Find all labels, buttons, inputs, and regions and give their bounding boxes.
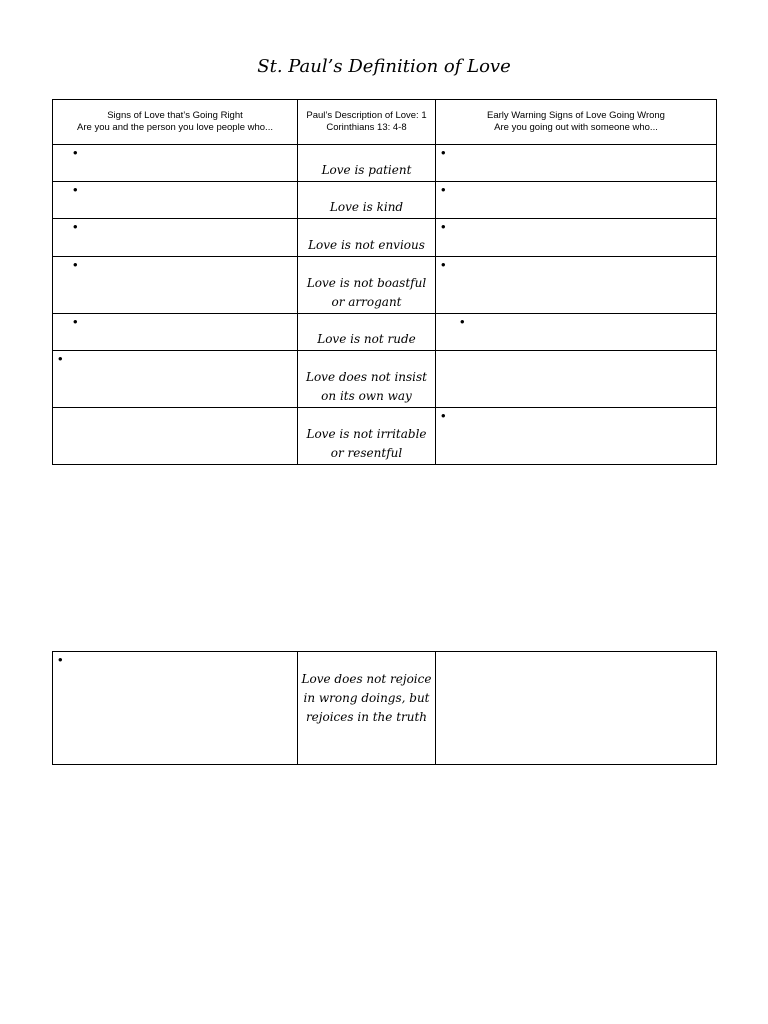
warning-signs-cell[interactable] [436,219,717,257]
description-cell [298,652,436,765]
table-row [53,652,717,765]
warning-signs-cell[interactable] [436,314,717,351]
description-cell [298,182,436,219]
description-text: Love is kind [329,200,404,214]
bullet-point: • [58,652,63,667]
description-line: rejoices in the truth [305,710,428,724]
header-col1-line1: Signs of Love that’s Going Right [107,110,243,121]
table-row [53,182,717,219]
bullet-point: • [73,145,78,160]
header-warning-signs [436,100,717,145]
description-line: in wrong doings, but [303,691,430,705]
description-line: or resentful [330,446,403,460]
page-title: St. Paul’s Definition of Love [257,56,511,77]
description-cell [298,314,436,351]
header-pauls-description [298,100,436,145]
description-line: Love does not rejoice [301,672,432,686]
love-definition-table [52,99,717,465]
header-col3-line2: Are you going out with someone who... [494,122,658,133]
description-text [298,670,435,727]
description-cell [298,408,436,465]
header-col1-line2: Are you and the person you love people who... [77,122,273,133]
header-col2-line1: Paul’s Description of Love: 1 [306,110,427,121]
table-header-row [53,100,717,145]
header-col2-line2: Corinthians 13: 4-8 [326,122,407,133]
right-signs-cell[interactable] [53,314,298,351]
table-row [53,145,717,182]
warning-signs-cell[interactable] [436,182,717,219]
table-row [53,314,717,351]
table-row [53,408,717,465]
description-text: Love is not envious [308,238,425,252]
description-line: Love is not irritable [306,427,427,441]
header-signs-going-right [53,100,298,145]
bullet-point: • [441,145,446,160]
description-cell [298,257,436,314]
description-text [298,274,435,312]
description-text: Love is not rude [317,332,416,346]
warning-signs-cell[interactable] [436,257,717,314]
description-text: Love is patient [321,163,412,177]
right-signs-cell[interactable] [53,652,298,765]
warning-signs-cell[interactable] [436,652,717,765]
bullet-point: • [441,182,446,197]
bullet-point: • [73,257,78,272]
header-col3-line1: Early Warning Signs of Love Going Wrong [487,110,665,121]
table-row [53,219,717,257]
right-signs-cell[interactable] [53,145,298,182]
right-signs-cell[interactable] [53,257,298,314]
bullet-point: • [441,257,446,272]
table-row [53,351,717,408]
bullet-point: • [460,314,465,329]
description-text [298,425,435,463]
bullet-point: • [441,219,446,234]
right-signs-cell[interactable] [53,351,298,408]
right-signs-cell[interactable] [53,182,298,219]
bullet-point: • [58,351,63,366]
bullet-point: • [441,408,446,423]
description-cell [298,351,436,408]
right-signs-cell[interactable] [53,219,298,257]
description-line: or arrogant [331,295,402,309]
table-row [53,257,717,314]
bullet-point: • [73,314,78,329]
description-text [298,368,435,406]
bullet-point: • [73,219,78,234]
warning-signs-cell[interactable] [436,145,717,182]
description-cell [298,219,436,257]
description-line: Love is not boastful [306,276,427,290]
right-signs-cell[interactable] [53,408,298,465]
warning-signs-cell[interactable] [436,351,717,408]
description-line: on its own way [321,389,412,403]
bullet-point: • [73,182,78,197]
love-definition-table-continued [52,651,717,765]
description-cell [298,145,436,182]
description-line: Love does not insist [305,370,427,384]
warning-signs-cell[interactable] [436,408,717,465]
